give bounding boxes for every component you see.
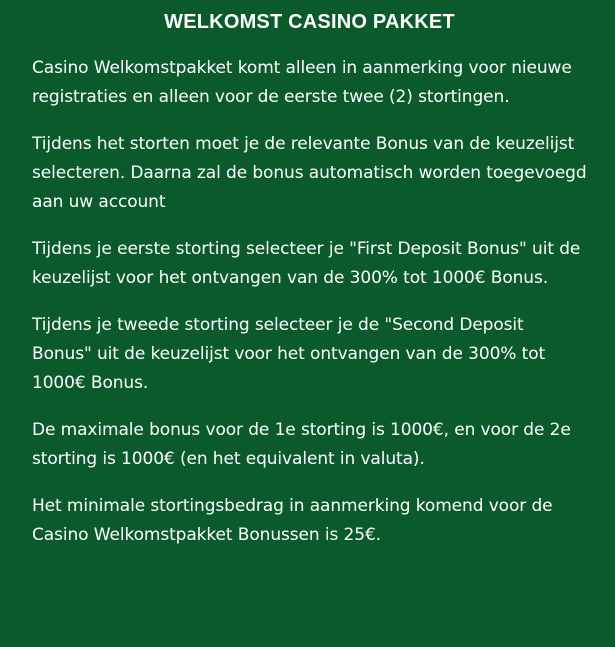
terms-paragraph-second-deposit: Tijdens je tweede storting selecteer je de "Second Deposit Bonus" uit de keuzelijst voor het ontvangen van de 300% tot 1000€ Bonus. [32,315,546,393]
terms-paragraph-maximum-bonus: De maximale bonus voor de 1e storting is 1000€, en voor de 2e storting is 1000€ (en het equivalent in valuta). [32,420,571,469]
terms-paragraph-minimum-deposit: Het minimale stortingsbedrag in aanmerking komend voor de Casino Welkomstpakket Bonussen is 25€. [32,496,553,545]
page-title: WELKOMST CASINO PAKKET [164,11,455,33]
terms-paragraph-selection: Tijdens het storten moet je de relevante Bonus van de keuzelijst selecteren. Daarna zal de bonus automatisch worden toegevoegd aan uw account [32,134,587,212]
terms-paragraph-eligibility: Casino Welkomstpakket komt alleen in aanmerking voor nieuwe registraties en alleen voor de eerste twee (2) stortingen. [32,58,572,107]
terms-paragraph-first-deposit: Tijdens je eerste storting selecteer je "First Deposit Bonus" uit de keuzelijst voor het ontvangen van de 300% tot 1000€ Bonus. [32,239,581,288]
